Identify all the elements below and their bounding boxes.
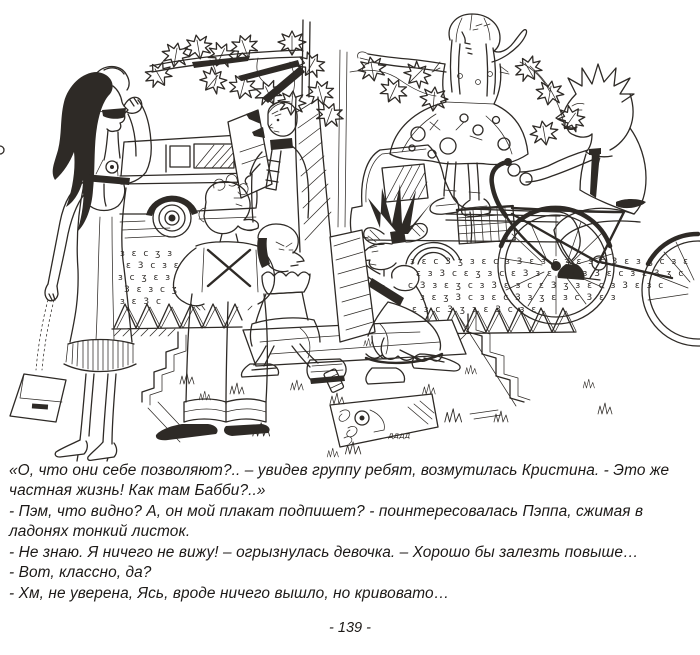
- spiky-hair: [568, 64, 634, 102]
- tree-trunk: [295, 20, 347, 252]
- tree-branch: [140, 31, 589, 147]
- bush-scribbles: з ε с 3 ʒ з ε c з 3 ε з с ʒ ε з с 3 ε з ʒ с з ε: [410, 257, 691, 267]
- page-number: - 139 -: [329, 620, 371, 636]
- woman-sunglasses: [102, 108, 126, 119]
- story-paragraph: «О, что они себе позволяют?.. – увидев группу ребят, возмутилась Кристина. - Это же частная жизнь! Как там Бабби?..»: [9, 462, 670, 500]
- bush-scribbles: з ε 3 с: [120, 297, 163, 307]
- bush-scribbles: з ε с ʒ з: [120, 249, 175, 259]
- story-paragraph: - Хм, не уверена, Ясь, вроде ничего вышло, но кривовато…: [9, 584, 450, 602]
- posters-on-ground: [323, 368, 501, 447]
- woman-shoes: [55, 440, 116, 461]
- boy-on-bike: [508, 64, 646, 280]
- story-paragraph: - Не знаю. Я ничего не вижу! – огрызнулась девочка. – Хорошо бы залезть повыше…: [9, 543, 639, 561]
- maple-leaves: [140, 31, 589, 147]
- poster-letters: дддд: [388, 431, 411, 440]
- bush-scribbles: з с ʒ ε з: [118, 273, 173, 283]
- bush-scribbles: ε з с 3 ʒ з ε 3 с з ε: [412, 305, 539, 315]
- bush-scribbles: 3 ε з с ʒ: [124, 285, 179, 295]
- picket-fence-left: [112, 304, 242, 336]
- poster-sheet: [228, 110, 272, 198]
- woman-handbag: [10, 300, 66, 422]
- van-wheel: [153, 199, 191, 237]
- bush-scribbles: ε 3 с з ε: [126, 261, 181, 271]
- story-paragraph: - Пэм, что видно? А, он мой плакат подпишет? - поинтересовалась Пэппа, сжимая в ладонях тонкий листок.: [9, 502, 644, 541]
- story-paragraph: - Вот, классно, да?: [9, 564, 152, 582]
- bush-scribbles: ε з 3 с ε ʒ з с ε 3 з ε с ʒ з 3 ε с з ε 3 ʒ с: [416, 269, 686, 279]
- bush-scribbles: с 3 з ε ʒ с з 3 ε з с ε 3 ʒ з ε с з 3 ε з с: [408, 281, 666, 291]
- bushes-right: [408, 257, 690, 315]
- illustration: [0, 2, 700, 462]
- story-text: [9, 461, 693, 604]
- hair-fan: [368, 184, 432, 234]
- woman-hair: [53, 72, 113, 232]
- bush-scribbles: з ε ʒ 3 с з ε с 3 з ʒ ε з с 3 ε з: [420, 293, 618, 303]
- bicycle: [457, 158, 700, 346]
